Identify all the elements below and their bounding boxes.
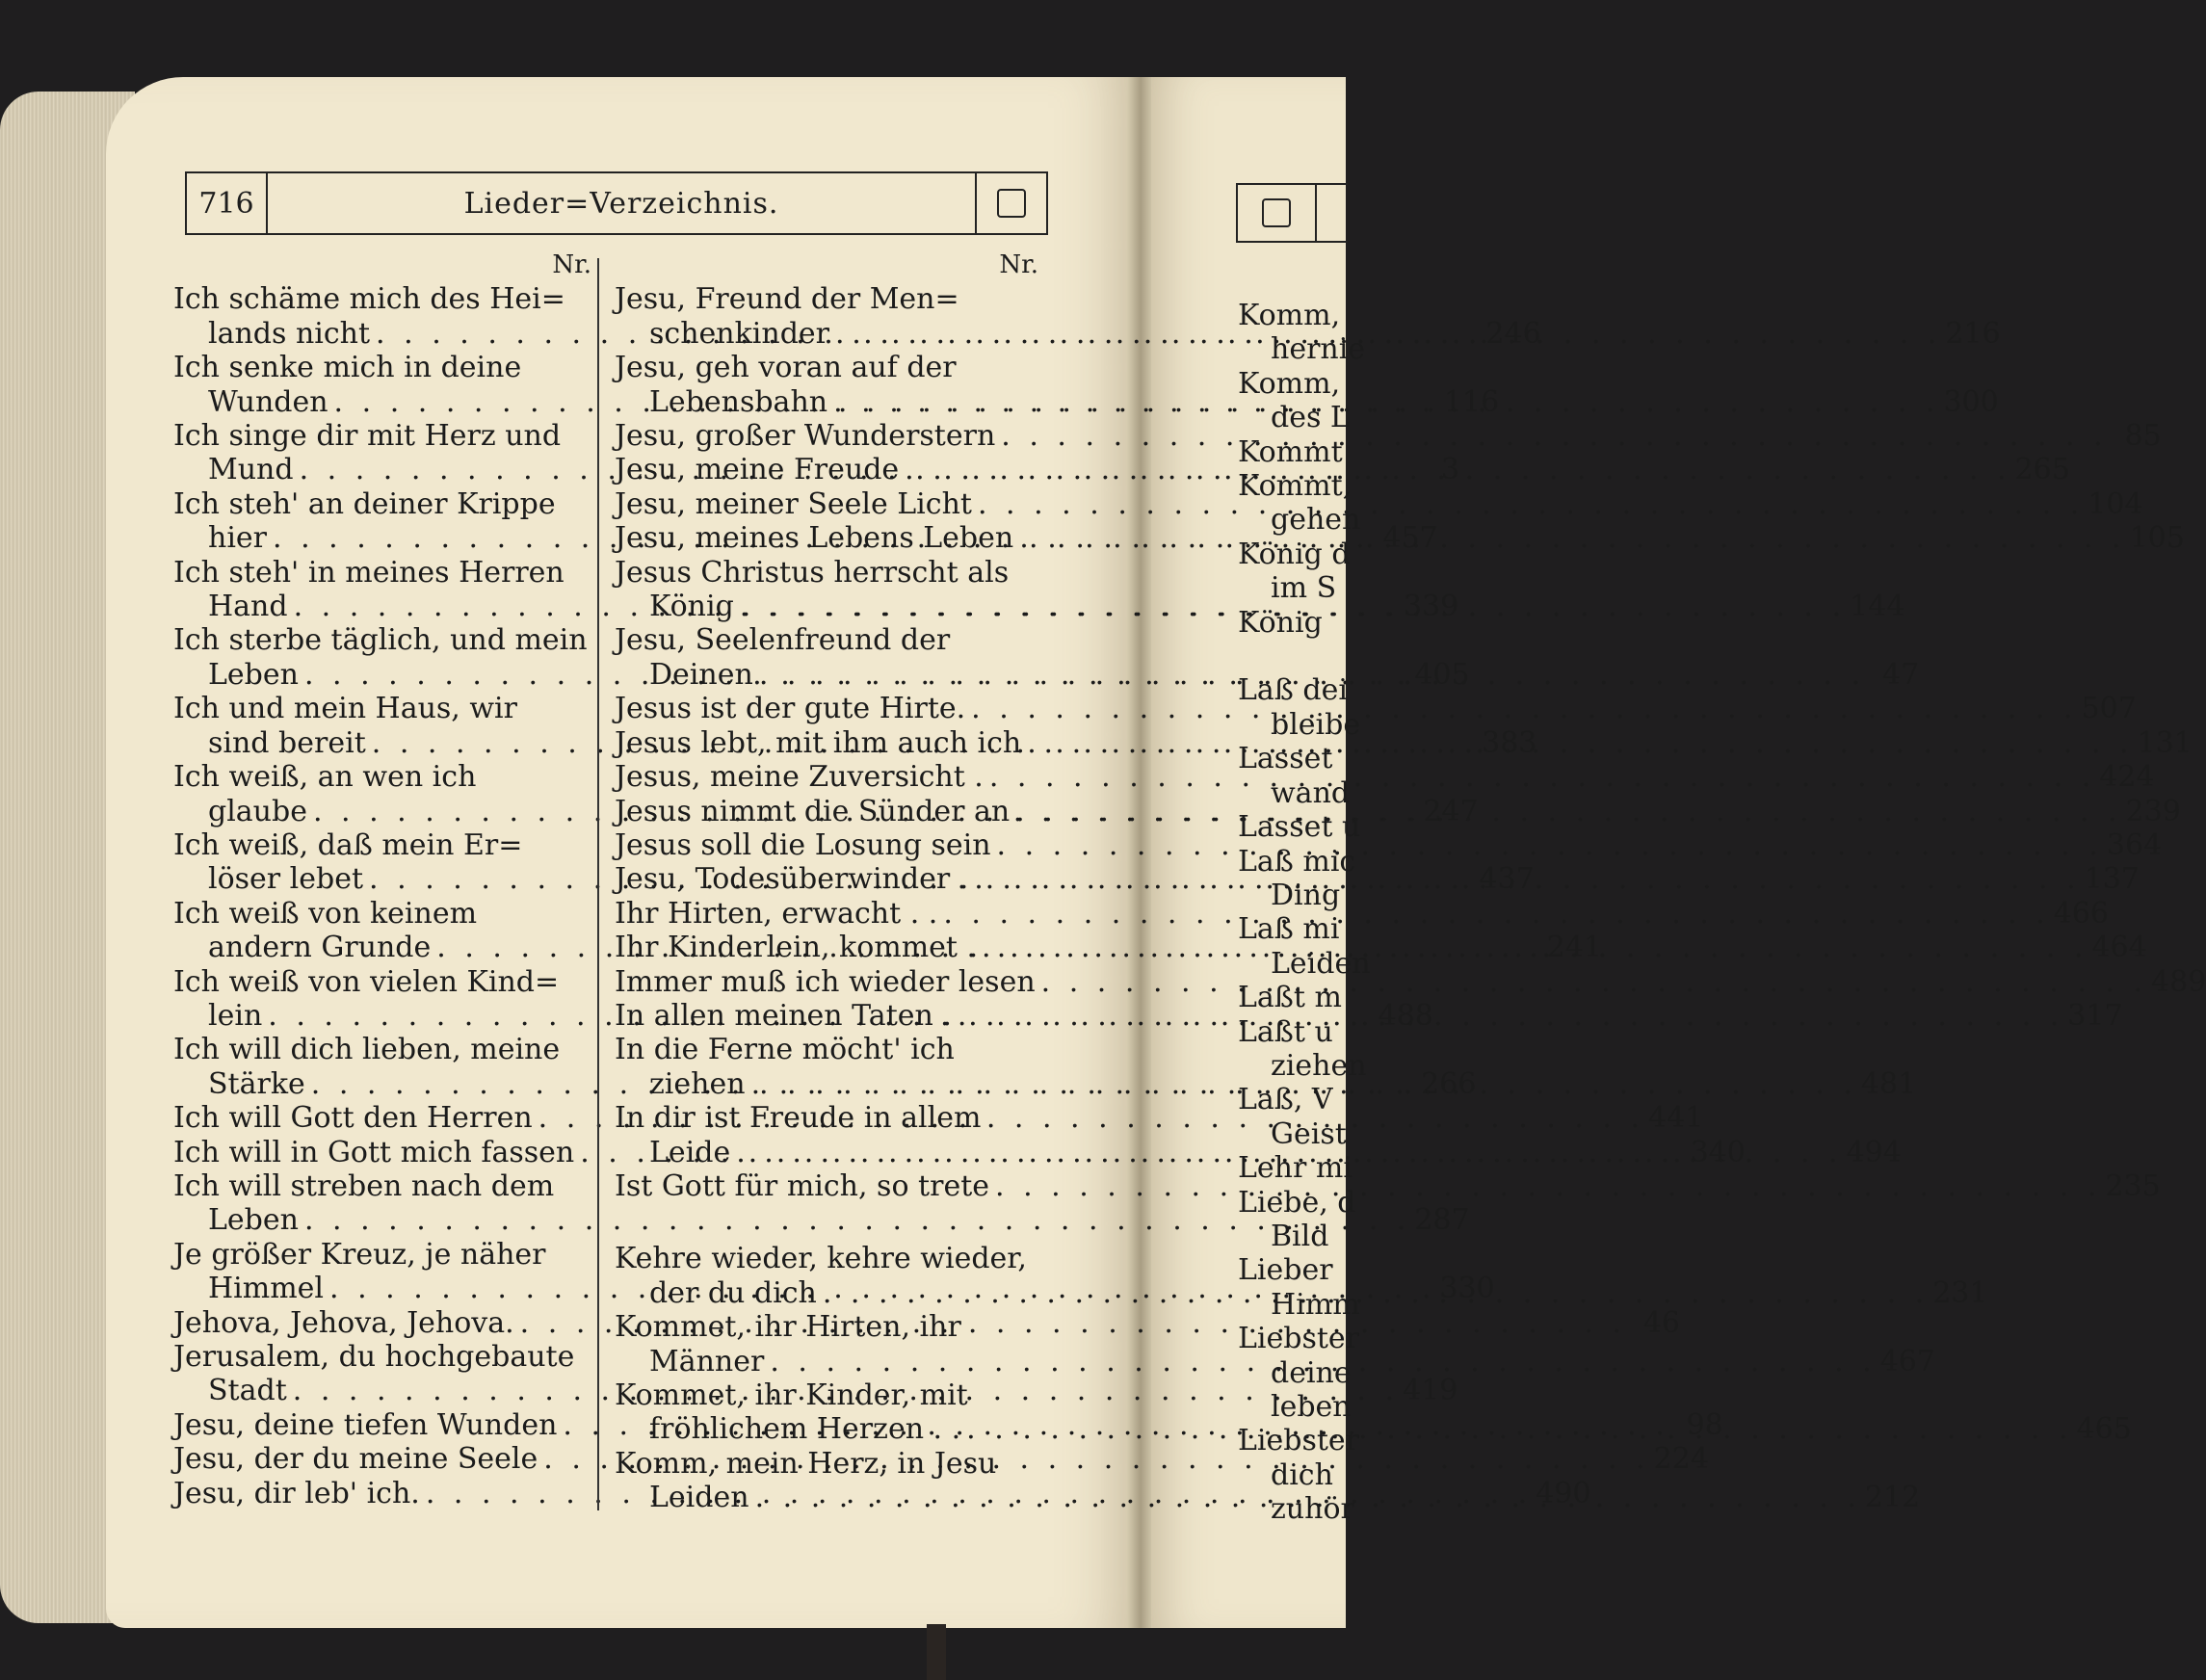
entry-title: Je größer Kreuz, je näher [173, 1237, 546, 1272]
entry-line [615, 282, 1044, 316]
entry-title: Jesu, deine tiefen Wunden [173, 1407, 558, 1442]
hymn-number: 266 [1421, 1066, 1477, 1101]
dot-leader [968, 862, 2080, 896]
hymn-number: 212 [1864, 1481, 1921, 1515]
entry-title: Kommet, ihr Hirten, ihr [615, 1310, 961, 1345]
right-page-line: des L [1271, 401, 1350, 435]
entry-line [173, 828, 597, 862]
entry-title: Ich will in Gott mich fassen [173, 1135, 575, 1169]
entry-line [173, 623, 597, 657]
hymn-number: 265 [2014, 453, 2070, 487]
page-header [185, 171, 1048, 235]
entry-title: ziehen [649, 1066, 746, 1101]
dot-leader [972, 487, 2084, 521]
right-page-line: Komm, [1238, 366, 1341, 401]
entry-title: Kommet, ihr Kinder, mit [615, 1378, 968, 1412]
right-page-line: leben [1271, 1390, 1352, 1424]
entry-title: hier [208, 521, 268, 556]
right-page-line: Liebster [1238, 1424, 1360, 1458]
hymn-number: 405 [1414, 657, 1470, 692]
hymn-number: 364 [2106, 827, 2163, 862]
entry-title: Leben [208, 657, 299, 692]
dot-leader [960, 1412, 2072, 1446]
entry-title: Jesu, meines Lebens Leben [615, 521, 1014, 556]
entry-title: Ich weiß, daß mein Er= [173, 827, 523, 862]
hymn-number: 339 [1403, 590, 1459, 624]
entry-title: Jesus soll die Losung sein [615, 827, 991, 862]
entry-title: Jesu, dir leb' ich. [173, 1476, 420, 1510]
hymn-number: 287 [1414, 1203, 1470, 1238]
entry-title: Jehova, Jehova, Jehova. [173, 1305, 514, 1340]
dot-leader [1021, 726, 2133, 760]
hymn-number: 494 [1846, 1135, 1902, 1169]
entry-line [615, 351, 1044, 384]
hymn-number: 330 [1439, 1272, 1495, 1306]
hymn-number: 235 [2105, 1168, 2161, 1203]
right-page-line: Laßt u [1238, 1014, 1333, 1049]
entry-title: der du dich [649, 1275, 817, 1310]
entry-title: Wunden [208, 384, 328, 419]
hymn-number: 241 [1546, 931, 1602, 965]
hymn-number: 441 [1648, 1101, 1704, 1136]
hymn-number: 247 [1423, 794, 1479, 828]
hymn-number: 137 [2084, 862, 2140, 897]
hymn-number: 490 [1536, 1476, 1591, 1510]
entry-line [173, 692, 597, 725]
right-page-line: Lieber [1238, 1253, 1333, 1288]
entry-line [173, 487, 597, 521]
hymn-number: 489 [2151, 964, 2206, 999]
hymn-number: 340 [1690, 1135, 1746, 1169]
right-page-line: Liebster [1238, 1322, 1360, 1356]
hymn-number: 465 [2076, 1412, 2132, 1447]
dot-leader [827, 385, 1939, 419]
entry-title: Hand [208, 590, 288, 624]
entry-title: Ich schäme mich des Hei= [173, 282, 565, 317]
right-page-line: Laßt m [1238, 981, 1342, 1015]
entry-title: Stadt [208, 1374, 287, 1408]
entry-title: Komm, mein Herz, in Jesu [615, 1446, 997, 1481]
right-page-column [1238, 299, 1371, 1527]
page-title: Lieder=Verzeichnis. [266, 173, 975, 233]
entry-line [615, 556, 1044, 590]
bookmark-ribbon [927, 1624, 946, 1680]
entry-title: In dir ist Freude in allem [615, 1101, 982, 1136]
right-page-line: ziehen [1271, 1048, 1367, 1083]
entry-title: Jesu, meiner Seele Licht [615, 486, 972, 521]
entry-title: Jesu, Todesüberwinder . [615, 862, 969, 897]
entry-title: Leide [649, 1135, 731, 1169]
right-page-line: Laß dei [1238, 673, 1348, 708]
entry-title: Leben [208, 1203, 299, 1238]
entry-title: lein [208, 998, 263, 1033]
right-page-line: Himm [1271, 1287, 1360, 1322]
hymn-number: 216 [1945, 316, 2001, 351]
hymn-number: 85 [2124, 419, 2162, 454]
right-page-line: Lasset u [1238, 810, 1361, 845]
entry-title: Ich steh' in meines Herren [173, 555, 565, 590]
right-page-line: Laß mic [1238, 844, 1356, 879]
hymn-number: 224 [1653, 1442, 1709, 1477]
entry-line [615, 1378, 1044, 1412]
dot-leader [984, 760, 2095, 794]
right-page-line [1238, 640, 1346, 673]
right-page-line: gehen [1271, 503, 1361, 538]
entry-line [615, 1447, 1044, 1481]
entry-title: Ich senke mich in deine [173, 351, 522, 385]
right-page-line: im S [1271, 571, 1337, 606]
right-page-line: Liebe, d [1238, 1185, 1356, 1220]
dot-leader [899, 453, 2010, 486]
entry-title: Ich steh' an deiner Krippe [173, 486, 556, 521]
right-page-line: Kommt [1238, 434, 1343, 469]
hymn-number: 464 [2091, 931, 2147, 965]
nr-label: Nr. [552, 250, 591, 279]
hymn-number: 3 [1440, 453, 1459, 487]
column-divider [597, 258, 599, 1510]
hymn-number: 46 [1642, 1305, 1681, 1340]
entry-title: Himmel [208, 1272, 324, 1306]
hymn-number: 131 [2137, 725, 2193, 760]
entry-title: Ist Gott für mich, so trete [615, 1168, 990, 1203]
dot-leader [1036, 965, 2147, 999]
entry-title: Jesu, Freund der Men= [615, 282, 959, 317]
entry-title: Lebensbahn [649, 384, 828, 419]
entry-title: Jesus nimmt die Sünder an [615, 794, 1011, 828]
hymn-number: 488 [1378, 998, 1433, 1033]
hymn-number: 239 [2125, 794, 2181, 828]
right-page-line: Laß mi [1238, 912, 1340, 947]
right-page-line: Laß, V [1238, 1083, 1333, 1117]
entry-title: Ich will streben nach dem [173, 1168, 555, 1203]
right-page-line: dich [1271, 1457, 1333, 1492]
entry-title: sind bereit [208, 725, 366, 760]
entry-line [173, 419, 597, 453]
header-box-cell [975, 173, 1048, 233]
right-page-line: Geist [1271, 1116, 1347, 1151]
entry-title: Mund [208, 453, 294, 487]
entry-title: Immer muß ich wieder lesen [615, 964, 1036, 999]
section-gap [615, 1203, 1044, 1242]
entry-line [173, 556, 597, 590]
entry-line [173, 282, 597, 316]
entry-title: In die Ferne möcht' ich [615, 1033, 955, 1067]
dot-leader [1010, 795, 2121, 828]
entry-title: Jesus, meine Zuversicht . [615, 760, 984, 795]
entry-line [173, 897, 597, 931]
right-page-line: bleibe [1271, 707, 1361, 742]
entry-title: Ihr Kinderlein, kommet . [615, 931, 977, 965]
entry-line [615, 623, 1044, 657]
dot-leader [995, 419, 2107, 453]
entry-title: Jesu, meine Freude [615, 453, 900, 487]
right-page-line: Ding [1271, 878, 1341, 912]
right-page-line: Komm, [1238, 299, 1341, 332]
hymn-number: 246 [1485, 316, 1541, 351]
hymn-number: 383 [1482, 725, 1537, 760]
entry-title: Kehre wieder, kehre wieder, [615, 1242, 1027, 1276]
hymn-number: 419 [1403, 1374, 1458, 1408]
header-box-cell [1238, 185, 1317, 241]
right-page-line: König [1238, 605, 1323, 640]
hymn-number: 424 [2099, 760, 2155, 795]
entry-title: schenkinder [649, 316, 829, 351]
right-page-line: deine [1271, 1355, 1352, 1390]
hymn-number: 231 [1932, 1275, 1988, 1310]
entry-title: Jesus ist der gute Hirte. [615, 692, 966, 726]
dot-leader [991, 828, 2103, 862]
right-page-line: Leiden [1271, 946, 1371, 981]
entry-title: Ich singe dir mit Herz und [173, 419, 562, 454]
dot-leader [952, 999, 2063, 1033]
page-number: 716 [185, 173, 266, 233]
entry-title: Jesus Christus herrscht als [615, 555, 1010, 590]
entry-title: Männer [649, 1344, 765, 1378]
right-page-line: Lasset [1238, 742, 1333, 776]
hymn-number: 104 [2088, 486, 2143, 521]
entry-title: Leiden [649, 1481, 749, 1515]
right-page-header [1236, 183, 1348, 243]
hymn-number: 466 [2053, 896, 2109, 931]
entry-line [173, 1033, 597, 1066]
entry-line [173, 351, 597, 384]
entry-title: Ich weiß von keinem [173, 896, 478, 931]
entry-title: andern Grunde [208, 931, 432, 965]
entry-line [173, 965, 597, 999]
entry-title: Jesu, Seelenfreund der [615, 623, 951, 658]
right-page-line: zuhör [1271, 1492, 1354, 1527]
right-page-line: wand [1271, 775, 1351, 810]
entry-title: Ich weiß, an wen ich [173, 760, 477, 795]
entry-title: Ihr Hirten, erwacht . . [615, 896, 938, 931]
entry-line [615, 1033, 1044, 1066]
entry-title: Jerusalem, du hochgebaute [173, 1340, 575, 1374]
entry-line [615, 1101, 1044, 1135]
entry-title: Jesu, großer Wunderstern [615, 419, 996, 454]
entry-title: Ich will Gott den Herren [173, 1101, 533, 1136]
nr-label: Nr. [999, 250, 1038, 279]
hymn-number: 481 [1860, 1066, 1917, 1101]
right-page-line: hernie [1271, 332, 1366, 367]
right-page-line: König d [1238, 537, 1351, 571]
hymn-number: 116 [1443, 384, 1500, 419]
dot-leader [976, 931, 2088, 964]
entry-title: Ich und mein Haus, wir [173, 692, 517, 726]
entry-title: Ich sterbe täglich, und mein [173, 623, 588, 658]
entry-title: Jesus lebt, mit ihm auch ich [615, 725, 1022, 760]
entry-title: lands nicht [208, 316, 371, 351]
entry-line [173, 760, 597, 794]
right-page-line: Kommt, [1238, 469, 1352, 504]
square-ornament-icon [1262, 198, 1291, 227]
entry-title: fröhlichem Herzen . . [649, 1412, 961, 1447]
entry-title: Jesu, geh voran auf der [615, 351, 957, 385]
hymn-number: 47 [1881, 657, 1920, 692]
right-page-line: Lehr mi [1238, 1151, 1352, 1186]
entry-line [615, 1310, 1044, 1344]
entry-line [173, 1238, 597, 1272]
entry-title: Ich will dich lieben, meine [173, 1033, 561, 1067]
hymn-number: 457 [1382, 521, 1438, 556]
entry-title: In allen meinen Taten . [615, 998, 952, 1033]
hymn-number: 144 [1850, 590, 1905, 624]
hymn-number: 507 [2081, 692, 2137, 726]
entry-title: Stärke [208, 1066, 305, 1101]
entry-title: Ich weiß von vielen Kind= [173, 964, 560, 999]
hymn-number: 437 [1479, 862, 1535, 897]
square-ornament-icon [997, 189, 1026, 218]
dot-leader [829, 317, 1941, 351]
entry-title: löser lebet [208, 862, 364, 897]
dot-leader [1013, 521, 2125, 555]
dot-leader [817, 1276, 1929, 1310]
hymn-number: 98 [1686, 1407, 1723, 1442]
entry-title: König [649, 590, 734, 624]
right-page-line: Bild [1271, 1219, 1329, 1253]
entry-title: glaube [208, 794, 307, 828]
entry-line [173, 1169, 597, 1203]
entry-line [173, 1340, 597, 1374]
hymn-number: 317 [2067, 998, 2123, 1033]
hymn-number: 105 [2129, 521, 2185, 556]
entry-title: Jesu, der du meine Seele [173, 1442, 538, 1477]
entry-title: Deinen [649, 657, 753, 692]
hymn-number: 467 [1879, 1344, 1935, 1378]
hymn-number: 300 [1943, 384, 1999, 419]
entry-line [615, 1242, 1044, 1275]
dot-leader [965, 692, 2077, 725]
dot-leader [989, 1169, 2101, 1203]
dot-leader [937, 897, 2049, 931]
